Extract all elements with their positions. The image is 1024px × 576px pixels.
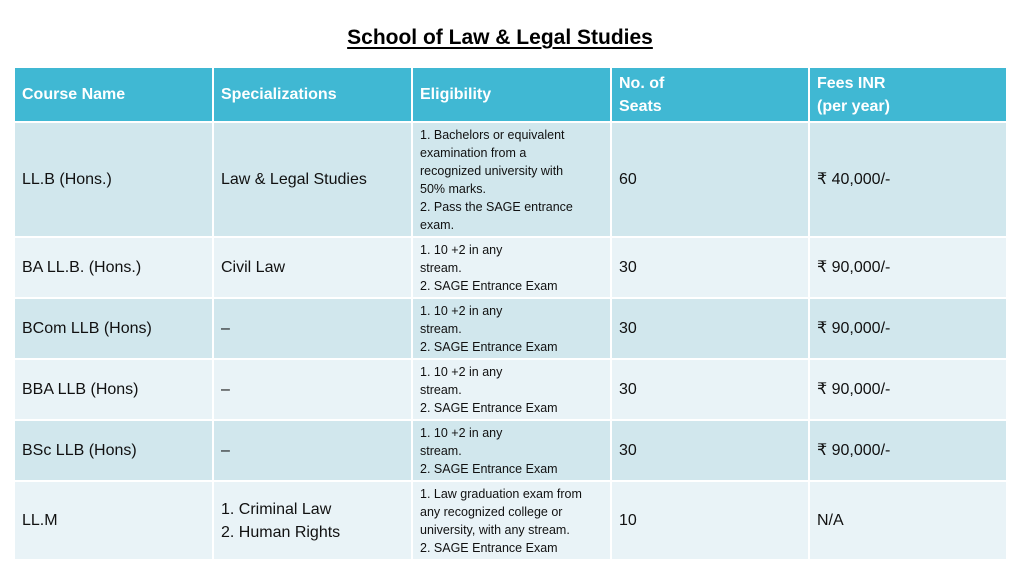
eligibility-line: examination from a bbox=[420, 145, 527, 160]
seats-cell: 30 bbox=[611, 237, 809, 298]
header-course-name-label: Course Name bbox=[22, 86, 126, 103]
course-name-cell: LL.B (Hons.) bbox=[14, 122, 213, 237]
header-seats-line1: No. of bbox=[619, 74, 665, 92]
eligibility-line: 2. Pass the SAGE entrance bbox=[420, 199, 573, 214]
header-specializations-label: Specializations bbox=[221, 86, 337, 103]
eligibility-line: stream. bbox=[420, 260, 462, 275]
eligibility-line: recognized university with bbox=[420, 163, 564, 178]
header-course-name bbox=[14, 67, 213, 122]
eligibility-line: 2. SAGE Entrance Exam bbox=[420, 278, 558, 293]
course-name-cell: BA LL.B. (Hons.) bbox=[14, 237, 213, 298]
seats-cell: 10 bbox=[611, 481, 809, 560]
table-row bbox=[14, 298, 1007, 359]
fees-cell: ₹ 90,000/- bbox=[809, 298, 1007, 359]
header-seats bbox=[611, 67, 809, 122]
course-name-cell: BCom LLB (Hons) bbox=[14, 298, 213, 359]
table-row bbox=[14, 420, 1007, 481]
eligibility-cell bbox=[412, 420, 611, 481]
header-eligibility-label: Eligibility bbox=[420, 86, 492, 103]
eligibility-line: 2. SAGE Entrance Exam bbox=[420, 461, 558, 476]
specialization-line: – bbox=[221, 381, 230, 398]
course-name-cell: BSc LLB (Hons) bbox=[14, 420, 213, 481]
eligibility-line: stream. bbox=[420, 443, 462, 458]
table-row bbox=[14, 481, 1007, 560]
eligibility-cell bbox=[412, 481, 611, 560]
course-name-cell: BBA LLB (Hons) bbox=[14, 359, 213, 420]
eligibility-line: exam. bbox=[420, 217, 455, 232]
table-row bbox=[14, 237, 1007, 298]
eligibility-line: 1. 10 +2 in any bbox=[420, 425, 503, 440]
fees-cell: ₹ 90,000/- bbox=[809, 237, 1007, 298]
fees-cell: ₹ 40,000/- bbox=[809, 122, 1007, 237]
eligibility-cell bbox=[412, 298, 611, 359]
seats-cell: 30 bbox=[611, 298, 809, 359]
table-header-row bbox=[14, 67, 1007, 122]
courses-table bbox=[13, 66, 1008, 561]
specialization-line: – bbox=[221, 442, 230, 459]
specialization-cell bbox=[213, 481, 412, 560]
eligibility-cell bbox=[412, 122, 611, 237]
eligibility-line: 1. 10 +2 in any bbox=[420, 303, 503, 318]
eligibility-line: 1. Law graduation exam from bbox=[420, 486, 582, 501]
specialization-cell bbox=[213, 420, 412, 481]
specialization-cell bbox=[213, 298, 412, 359]
header-eligibility bbox=[412, 67, 611, 122]
eligibility-cell bbox=[412, 237, 611, 298]
specialization-line: Law & Legal Studies bbox=[221, 171, 367, 188]
eligibility-line: 1. Bachelors or equivalent bbox=[420, 127, 565, 142]
specialization-cell bbox=[213, 237, 412, 298]
course-name-cell: LL.M bbox=[14, 481, 213, 560]
table-row bbox=[14, 359, 1007, 420]
page-title: School of Law & Legal Studies bbox=[347, 26, 653, 49]
specialization-line: 2. Human Rights bbox=[221, 523, 341, 541]
header-seats-line2: Seats bbox=[619, 97, 662, 115]
table-row bbox=[14, 122, 1007, 237]
header-fees bbox=[809, 67, 1007, 122]
seats-cell: 60 bbox=[611, 122, 809, 237]
eligibility-line: university, with any stream. bbox=[420, 522, 570, 537]
eligibility-line: 2. SAGE Entrance Exam bbox=[420, 400, 558, 415]
specialization-cell bbox=[213, 122, 412, 237]
seats-cell: 30 bbox=[611, 359, 809, 420]
eligibility-line: 2. SAGE Entrance Exam bbox=[420, 540, 558, 555]
eligibility-line: 50% marks. bbox=[420, 181, 486, 196]
header-fees-line2: (per year) bbox=[817, 97, 890, 115]
specialization-line: 1. Criminal Law bbox=[221, 500, 332, 518]
eligibility-line: stream. bbox=[420, 382, 462, 397]
eligibility-cell bbox=[412, 359, 611, 420]
eligibility-line: stream. bbox=[420, 321, 462, 336]
specialization-line: Civil Law bbox=[221, 259, 286, 276]
fees-cell: N/A bbox=[809, 481, 1007, 560]
header-specializations bbox=[213, 67, 412, 122]
fees-cell: ₹ 90,000/- bbox=[809, 359, 1007, 420]
specialization-cell bbox=[213, 359, 412, 420]
specialization-line: – bbox=[221, 320, 230, 337]
eligibility-line: 1. 10 +2 in any bbox=[420, 242, 503, 257]
fees-cell: ₹ 90,000/- bbox=[809, 420, 1007, 481]
eligibility-line: any recognized college or bbox=[420, 504, 563, 519]
eligibility-line: 1. 10 +2 in any bbox=[420, 364, 503, 379]
eligibility-line: 2. SAGE Entrance Exam bbox=[420, 339, 558, 354]
header-fees-line1: Fees INR bbox=[817, 74, 886, 92]
seats-cell: 30 bbox=[611, 420, 809, 481]
